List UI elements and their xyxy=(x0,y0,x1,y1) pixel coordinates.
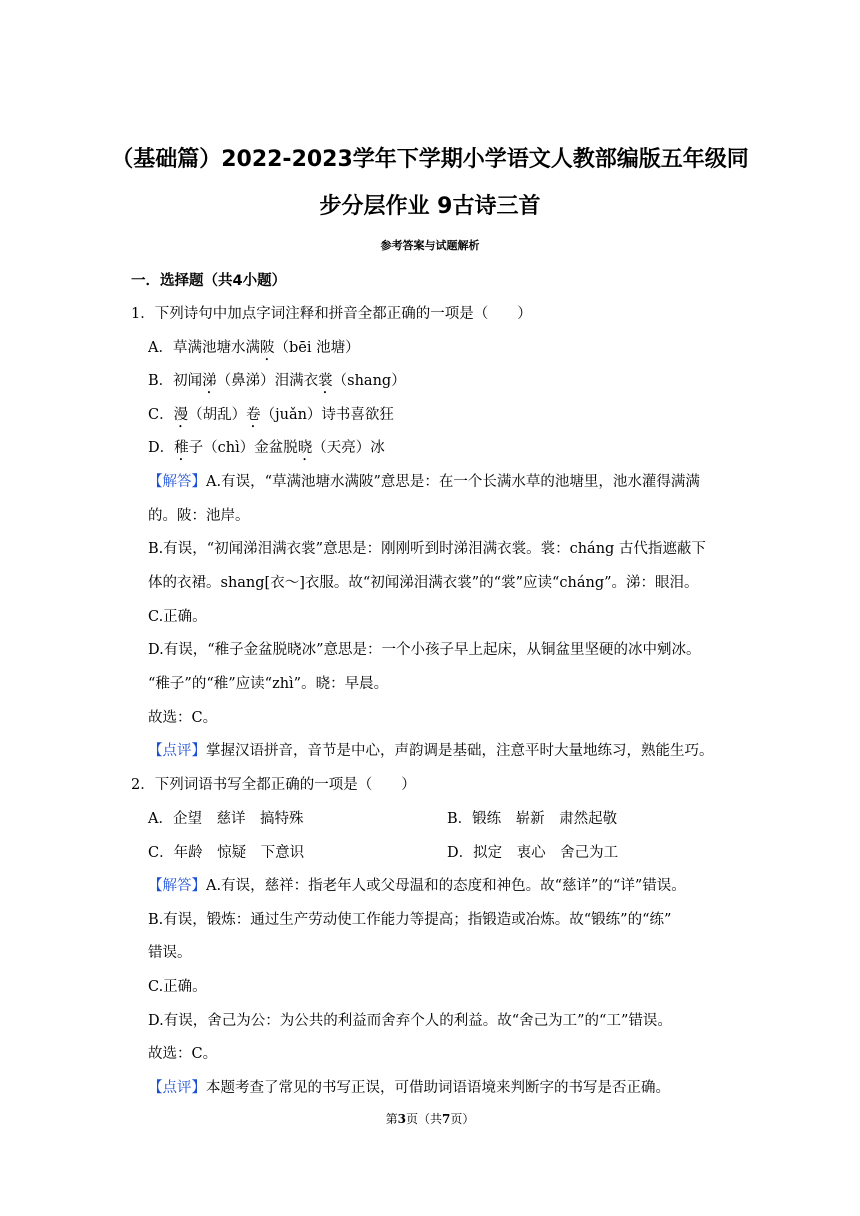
q1-option-a xyxy=(148,337,360,364)
q2-answer-text-1: A.有误，慈祥：指老年人或父母温和的态度和神色。故“慈详”的“详”错误。 xyxy=(206,878,686,894)
q1-option-c-pre: C． xyxy=(148,407,174,423)
q1-comment-tag: 【点评】 xyxy=(148,743,206,759)
q1-answer-line-5: C.正确。 xyxy=(148,609,207,625)
q1-option-c xyxy=(148,404,394,431)
q2-option-a: A．企望 慈详 搞特殊 xyxy=(148,811,304,827)
q2-option-b: B．锻练 崭新 肃然起敬 xyxy=(447,811,618,827)
footer-total-pages: 7 xyxy=(442,1112,451,1126)
q1-option-d-dotted-1: 稚 xyxy=(174,440,189,456)
q1-answer-text-1: A.有误，“草满池塘水满陂”意思是：在一个长满水草的池塘里，池水灌得满满 xyxy=(206,474,700,490)
footer-post: 页） xyxy=(450,1112,475,1126)
q1-choice: 故选：C。 xyxy=(148,710,218,726)
section-heading: 一．选择题（共4小题） xyxy=(131,273,287,289)
q2-answer-line-5: D.有误，舍己为公：为公共的利益而舍弃个人的利益。故“舍己为工”的“工”错误。 xyxy=(148,1013,672,1029)
q1-option-b-pre: B．初闻 xyxy=(148,373,203,389)
footer-pre: 第 xyxy=(385,1112,398,1126)
q1-comment xyxy=(148,740,714,762)
page-footer xyxy=(0,1111,860,1127)
q1-option-b-dotted-1: 涕 xyxy=(202,373,217,389)
q1-option-c-dotted-1: 漫 xyxy=(173,407,189,423)
q1-answer-line-1 xyxy=(148,471,700,493)
q2-answer-line-4: C.正确。 xyxy=(148,979,207,995)
q1-option-a-pre: A．草满池塘水满 xyxy=(148,340,260,356)
footer-page-number: 3 xyxy=(397,1112,406,1126)
q1-option-a-post: （bēi 池塘） xyxy=(274,340,360,356)
q2-stem: 2．下列词语书写全都正确的一项是（ ） xyxy=(131,777,416,793)
q2-comment-text: 本题考查了常见的书写正误，可借助词语语境来判断字的书写是否正确。 xyxy=(206,1080,670,1096)
q1-answer-line-3: B.有误，“初闻涕泪满衣裳”意思是：刚刚听到时涕泪满衣裳。裳：cháng 古代指遮蔽下 xyxy=(148,541,706,557)
q1-answer-tag: 【解答】 xyxy=(148,474,206,490)
q1-option-c-dotted-2: 卷 xyxy=(246,407,261,423)
q1-option-b xyxy=(148,370,406,397)
q2-answer-tag: 【解答】 xyxy=(148,878,206,894)
q2-option-d: D．拟定 衷心 舍己为工 xyxy=(447,845,619,861)
q1-option-c-mid: （胡乱） xyxy=(188,407,247,423)
footer-mid: 页（共 xyxy=(405,1112,442,1126)
q1-option-d xyxy=(148,437,385,464)
q1-option-b-dotted-2: 裳 xyxy=(318,373,333,389)
q1-comment-text: 掌握汉语拼音，音节是中心，声韵调是基础，注意平时大量地练习，熟能生巧。 xyxy=(206,743,714,759)
title-line-1: （基础篇）2022-2023学年下学期小学语文人教部编版五年级同 xyxy=(111,147,749,172)
q1-answer-line-7: “稚子”的“稚”应读“zhì”。晓：早晨。 xyxy=(148,676,389,692)
q2-choice: 故选：C。 xyxy=(148,1046,218,1062)
q2-comment-tag: 【点评】 xyxy=(148,1080,206,1096)
title-line-2: 步分层作业 9古诗三首 xyxy=(319,194,541,219)
q1-stem: 1．下列诗句中加点字词注释和拼音全都正确的一项是（ ） xyxy=(131,306,532,322)
q1-answer-line-2: 的。陂：池岸。 xyxy=(148,508,250,524)
q2-option-c: C．年龄 惊疑 下意识 xyxy=(148,845,305,861)
q2-comment xyxy=(148,1077,670,1099)
q2-answer-line-3: 错误。 xyxy=(148,945,192,961)
q2-answer-line-1 xyxy=(148,875,686,897)
q1-option-a-dotted: 陂 xyxy=(259,340,275,356)
subtitle: 参考答案与试题解析 xyxy=(380,239,480,252)
q2-answer-line-2: B.有误，锻炼：通过生产劳动使工作能力等提高；指锻造或冶炼。故“锻练”的“练” xyxy=(148,912,672,928)
q1-option-d-mid: 子（chì）金盆脱 xyxy=(188,440,298,456)
q1-option-c-post: （juǎn）诗书喜欲狂 xyxy=(260,407,394,423)
q1-option-d-pre: D． xyxy=(148,440,175,456)
q1-option-b-post: （shang） xyxy=(332,373,406,389)
q1-answer-line-4: 体的衣裙。shang[衣～]衣服。故“初闻涕泪满衣裳”的“裳”应读“cháng”。涕：眼泪。 xyxy=(148,575,699,591)
q1-option-d-dotted-2: 晓 xyxy=(297,440,313,456)
q1-option-b-mid: （鼻涕）泪满衣 xyxy=(216,373,319,389)
q1-option-d-post: （天亮）冰 xyxy=(312,440,385,456)
q1-answer-line-6: D.有误，“稚子金盆脱晓冰”意思是：一个小孩子早上起床，从铜盆里坚硬的冰中剜冰。 xyxy=(148,642,701,658)
